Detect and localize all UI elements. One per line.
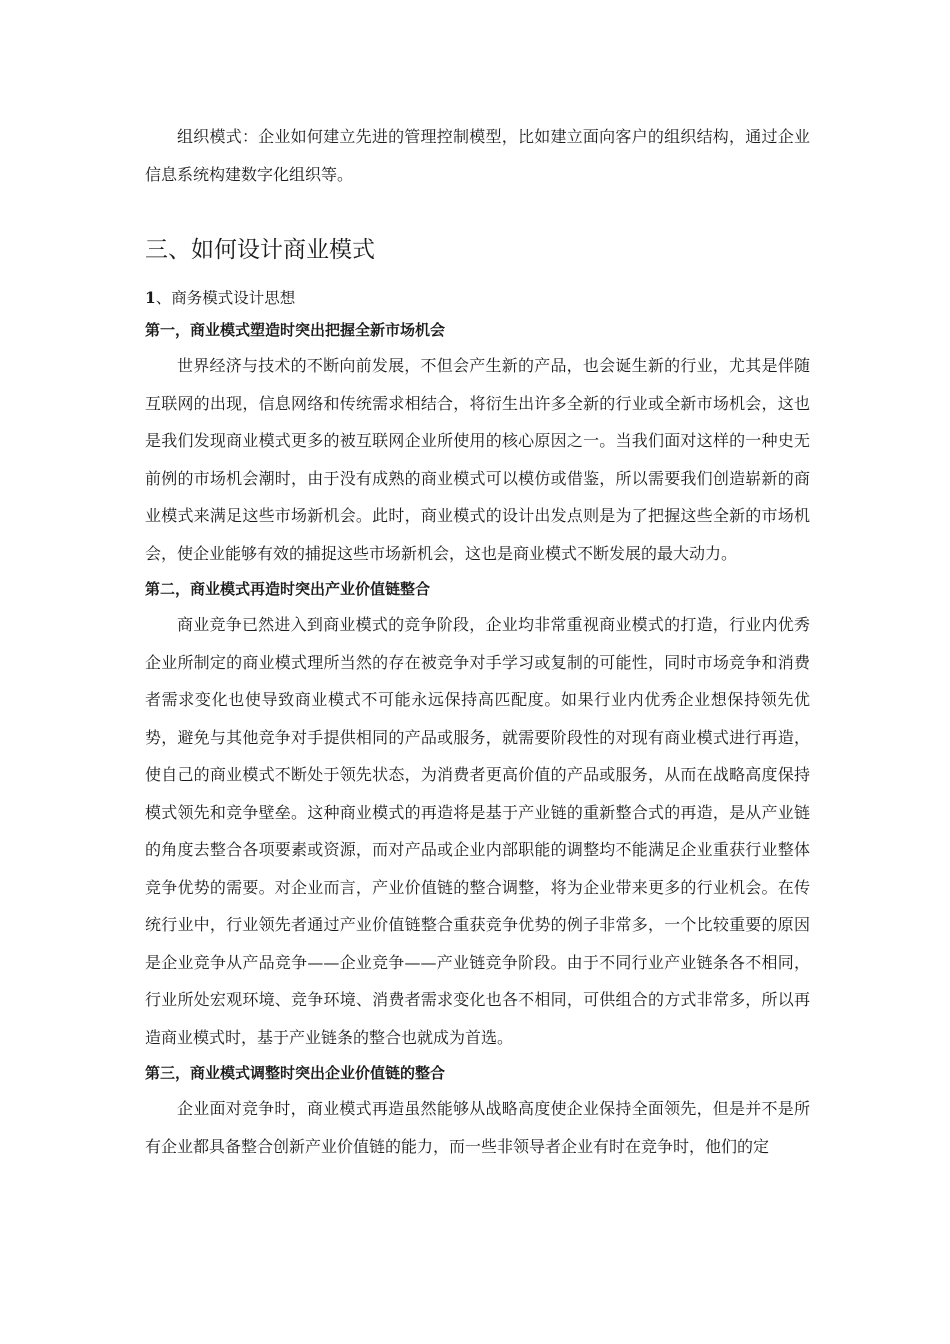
- subheading-text: 、商务模式设计思想: [155, 289, 296, 307]
- subheading-number: 1: [145, 288, 156, 307]
- section-heading: 三、如何设计商业模式: [145, 237, 375, 263]
- point-3-heading: 第三，商业模式调整时突出企业价值链的整合: [145, 1064, 446, 1082]
- point-1-body: 世界经济与技术的不断向前发展，不但会产生新的产品，也会诞生新的行业，尤其是伴随互联网的出现，信息网络和传统需求相结合，将衍生出许多全新的行业或全新市场机会，这也是我们发现商业模式更多的被互联网企业所使用的核心原因之一。当我们面对这样的一种史无前例的市场机会潮时，由于没有成熟的商业模式可以模仿或借鉴，所以需要我们创造崭新的商业模式来满足这些市场新机会。此时，商业模式的设计出发点则是为了把握这些全新的市场机会，使企业能够有效的捕捉这些市场新机会，这也是商业模式不断发展的最大动力。: [145, 356, 810, 563]
- point-2-body: 商业竞争已然进入到商业模式的竞争阶段，企业均非常重视商业模式的打造，行业内优秀企业所制定的商业模式理所当然的存在被竞争对手学习或复制的可能性，同时市场竞争和消费者需求变化也使导致商业模式不可能永远保持高匹配度。如果行业内优秀企业想保持领先优势，避免与其他竞争对手提供相同的产品或服务，就需要阶段性的对现有商业模式进行再造，使自己的商业模式不断处于领先状态，为消费者更高价值的产品或服务，从而在战略高度保持模式领先和竞争壁垒。这种商业模式的再造将是基于产业链的重新整合式的再造，是从产业链的角度去整合各项要素或资源，而对产品或企业内部职能的调整均不能满足企业重获行业整体竞争优势的需要。对企业而言，产业价值链的整合调整，将为企业带来更多的行业机会。在传统行业中，行业领先者通过产业价值链整合重获竞争优势的例子非常多，一个比较重要的原因是企业竞争从产品竞争——企业竞争——产业链竞争阶段。由于不同行业产业链条各不相同，行业所处宏观环境、竞争环境、消费者需求变化也各不相同，可供组合的方式非常多，所以再造商业模式时，基于产业链条的整合也就成为首选。: [145, 615, 810, 1047]
- point-2-heading: 第二，商业模式再造时突出产业价值链整合: [145, 580, 431, 598]
- subheading: [145, 283, 810, 313]
- point-3-body: 企业面对竞争时，商业模式再造虽然能够从战略高度使企业保持全面领先，但是并不是所有企业都具备整合创新产业价值链的能力，而一些非领导者企业有时在竞争时，他们的定: [145, 1099, 810, 1156]
- point-1-heading: 第一，商业模式塑造时突出把握全新市场机会: [145, 321, 446, 339]
- intro-paragraph: 组织模式：企业如何建立先进的管理控制模型，比如建立面向客户的组织结构，通过企业信息系统构建数字化组织等。: [145, 127, 810, 184]
